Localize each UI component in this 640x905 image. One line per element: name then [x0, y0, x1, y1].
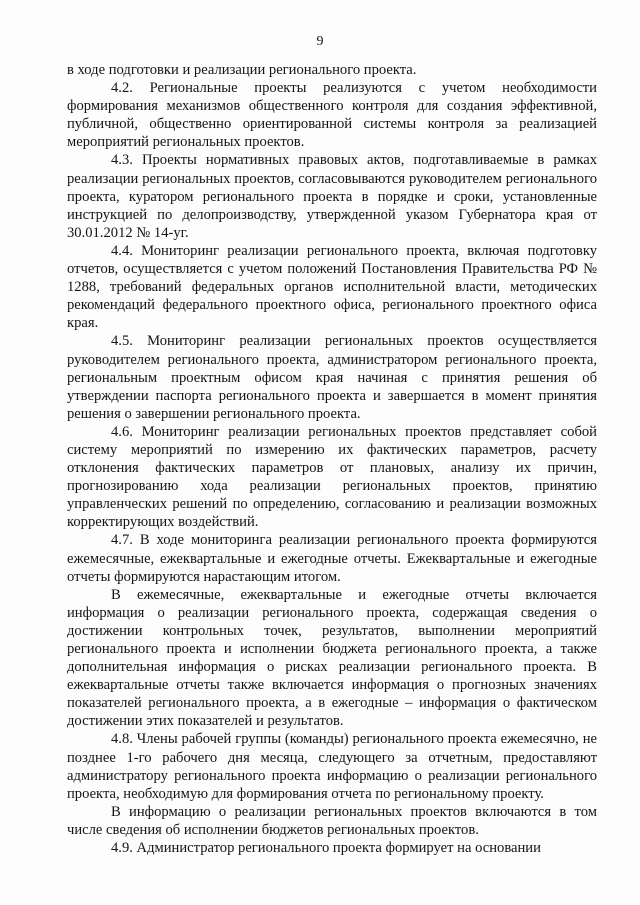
paragraph-4-6: 4.6. Мониторинг реализации региональных проектов представляет собой систему мероприятий по измерению их фактических параметров, расчету отклонения фактических параметров от плановых, анализу их причин, прогнозированию хода реализации региональных проектов, принятию управленческих решений по определению, согласованию и реализации возможных корректирующих воздействий.: [67, 423, 597, 531]
paragraph-4-2: 4.2. Региональные проекты реализуются с учетом необходимости формирования механизмов общественного контроля для создания эффективной, публичной, общественно ориентированной системы контроля за реализацией мероприятий региональных проектов.: [67, 80, 597, 151]
paragraph-4-7-reports: В ежемесячные, ежеквартальные и ежегодные отчеты включается информация о реализации регионального проекта, содержащая сведения о достижении контрольных точек, результатов, выполнении мероприятий регионального проекта и исполнении бюджета регионального проекта, а также дополнительная информация о рисках реализации регионального проекта. В ежеквартальные отчеты также включается информация о прогнозных значениях показателей регионального проекта, а в ежегодные – информация о фактическом достижении этих показателей и результатов.: [67, 586, 597, 730]
paragraph-4-7: 4.7. В ходе мониторинга реализации регионального проекта формируются ежемесячные, ежеквартальные и ежегодные отчеты. Ежеквартальные и ежегодные отчеты формируются нарастающим итогом.: [67, 532, 597, 585]
paragraph-4-8-budget: В информацию о реализации региональных проектов включаются в том числе сведения об исполнении бюджетов региональных проектов.: [67, 803, 597, 838]
paragraph-4-3: 4.3. Проекты нормативных правовых актов, подготавливаемые в рамках реализации региональных проектов, согласовываются руководителем регионального проекта, куратором регионального проекта в порядке и сроки, установленные инструкцией по делопроизводству, утвержденной указом Губернатора края от 30.01.2012 № 14-уг.: [67, 152, 597, 241]
paragraph-continuation: в ходе подготовки и реализации регионального проекта.: [67, 62, 417, 78]
paragraph-4-5: 4.5. Мониторинг реализации региональных проектов осуществляется руководителем регионального проекта, администратором регионального проекта, региональным проектным офисом края начиная с принятия решения об утверждении паспорта регионального проекта и завершается в момент принятия решения о завершении регионального проекта.: [67, 333, 597, 422]
paragraph-4-9: 4.9. Администратор регионального проекта формирует на основании: [111, 840, 541, 857]
paragraph-4-8: 4.8. Члены рабочей группы (команды) регионального проекта ежемесячно, не позднее 1-го рабочего дня месяца, следующего за отчетным, предоставляют администратору регионального проекта информацию о реализации регионального проекта, необходимую для формирования отчета по региональному проекту.: [67, 731, 597, 802]
document-body: [67, 61, 597, 857]
paragraph-4-4: 4.4. Мониторинг реализации регионального проекта, включая подготовку отчетов, осуществляется с учетом положений Постановления Правительства РФ № 1288, требований федеральных органов исполнительной власти, методических рекомендаций федерального проектного офиса, регионального проектного офиса края.: [67, 242, 597, 332]
page-number: 9: [316, 34, 324, 49]
